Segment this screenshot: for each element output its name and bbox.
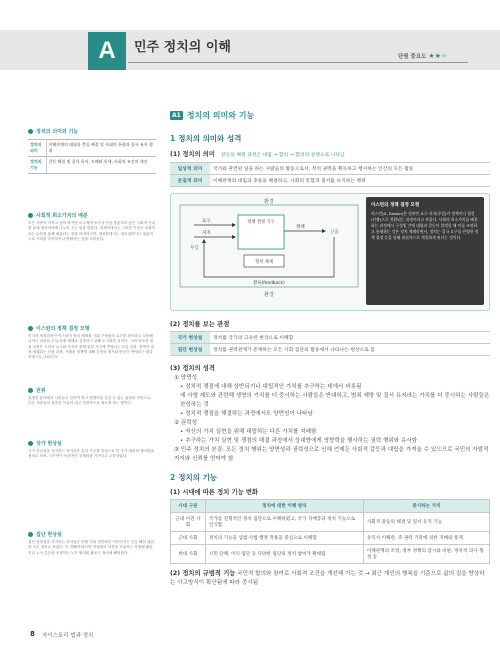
page-number: 8 [30, 630, 35, 638]
sidebar-head: 정치의 의미와 기능 [36, 129, 79, 135]
table-cell: 국가와 관련된 일을 하는 사람들의 활동으로서, 정치 권력을 획득하고 행사하는 인간의 모든 활동 [213, 167, 414, 172]
table-cell: 유익서 이해관, 즉 권력 기관에 의한 지배와 통제 [363, 532, 489, 545]
sidebar-block-scarcity [28, 212, 156, 242]
traits-list [170, 374, 490, 464]
sidebar-block-group [28, 531, 156, 556]
section-title: 정치의 의미와 기능 [186, 111, 255, 120]
table-row [171, 545, 490, 564]
functions-table [170, 499, 490, 564]
bullet-icon [28, 388, 33, 393]
table-cell: 정치를 권력관계가 존재하는 모든 사회 집단의 활동에서 나타나는 현상으로 봄 [213, 348, 376, 353]
table-key: 국가 현상설 [170, 332, 210, 344]
output-label: 산출 [330, 230, 339, 235]
arrow-head-icon [202, 239, 206, 243]
table-cell: 갈등 해결 및 질서 유지, 지배와 통제, 사회적 조건의 개선 [46, 157, 156, 174]
heading-number: 2 [170, 473, 176, 482]
support-label: 지지 [202, 231, 211, 236]
sidebar-text: 집단 현상설을 지지하는 학자들은 어떤 사회 집단에서 이루어지는 갈등 해결 행위를 모두 정치로 보았다. 이 견해에 따르면 학생회의 의견을 조율하는 학생회 활동이나 노사 갈등을 조정하는 노사 협의회 활동도 정치에 해당한다. [28, 540, 154, 555]
diagram-svg [174, 197, 364, 307]
list-item: • 자신의 가치 실현을 위해 대립하는 다른 가치를 지배함 [180, 429, 317, 435]
arrow-head-icon [322, 229, 326, 233]
sidebar-head: 집단 현상설 [36, 532, 62, 538]
heading-2 [170, 472, 490, 483]
header-band [0, 30, 500, 70]
table-cell: 정치를 국가의 고유한 현상으로 이해함 [213, 336, 294, 341]
star-empty-icon: ★ [440, 52, 448, 60]
star-icon: ★ [434, 52, 441, 60]
input-label: 투입 [190, 246, 199, 251]
note-title: 이스턴의 정책 결정 모형 [371, 203, 420, 208]
easton-diagram [170, 193, 490, 311]
table-key: 일상적 의미 [170, 163, 210, 175]
feedback-label: 환류(feedback) [253, 281, 285, 286]
subheading-traits: (3) 정치의 성격 [170, 365, 215, 372]
sidebar-head: 이스턴의 정책 결정 모형 [36, 326, 90, 332]
table-row [170, 332, 490, 344]
table-cell: 시민 단체, 이익 집단 등 다양한 집단의 정치 참여가 확대됨 [205, 545, 363, 564]
sidebar-head: 사회적 희소가치의 배분 [36, 213, 88, 219]
bullet-icon [28, 532, 33, 537]
demand-label: 요구 [202, 219, 211, 224]
list-item: • 추구하는 가치 실현 및 쟁점의 해결 과정에서 상대방에게 영향력을 행사하는 권력 행위와 유사함 [180, 438, 418, 444]
table-row [170, 175, 490, 187]
sidebar-block-easton [28, 325, 156, 360]
table-cell: 현대 사회 [171, 545, 206, 564]
table-header-row [171, 500, 490, 513]
table-cell: 국가를 전형적인 정치 집단으로 이해하였고, 국가 지배층과 정치 기능으로 인식함 [205, 513, 363, 532]
normative-function [170, 569, 490, 588]
arrow-head-icon [232, 223, 236, 227]
table-key: 정치의 의미 [28, 140, 46, 157]
table-key: 정치의 기능 [28, 157, 46, 174]
subheading-label: (2) 정치의 규범적 기능 [170, 570, 236, 577]
bullet-icon [28, 129, 33, 134]
column-header: 정치에 대한 이해 방식 [205, 500, 363, 513]
sidebar-block-meaning [28, 128, 156, 174]
sidebar-head: 권위 [36, 388, 46, 394]
table-key: 집단 현상설 [170, 344, 210, 356]
arrow-head-icon [232, 235, 236, 239]
sidebar-table [28, 139, 156, 174]
meaning-table [170, 162, 490, 187]
heading-text: 정치의 의미와 성격 [178, 134, 242, 143]
table-cell: 근대 이전 사회 [171, 513, 206, 532]
table-cell: 사회적 갈등의 해결 및 질서 유지 기능 [363, 513, 489, 532]
table-row [170, 344, 490, 356]
list-item: ③ 민주 정치의 본질: 모든 정치 행위는 양면성과 권력성으로 인해 언제든 사회적 갈등과 대립을 가져올 수 있으므로 국민의 자발적 지지와 신뢰를 얻어야 함 [174, 447, 489, 462]
list-item: • 정치적 쟁점을 해결하는 과정에서도 양면성이 나타남 [180, 411, 313, 417]
section-badge: A1 [172, 112, 181, 119]
subheading-text: 갈등의 해결 과정은 대립 → 합의 → 합의의 실행으로 나타남 [220, 153, 345, 158]
table-cell: 이해관계의 대립과 충돌을 해결하고, 사회의 통합과 질서를 유지하는 행위 [213, 179, 366, 184]
book-title: 자이스토리 법과 정치 [42, 633, 94, 639]
subheading-text: 국민적 합의와 참여로 사회적 조건을 개선해 가는 것 → 최근 개인의 행복을 기준으로 삶의 질을 향상하는 사고방식이 확산됨에 따라 중시됨 [170, 571, 485, 586]
chapter-title: 민주 정치의 이해 [134, 40, 231, 55]
diagram-note [366, 197, 484, 305]
table-row [28, 157, 156, 174]
list-item: • 정치적 쟁점에 대해 상반되거나 대립적인 가치를 추구하는 데에서 비롯됨 [180, 384, 362, 390]
table-cell: 정치의 기능을 입법·사법·행정 작용을 중심으로 이해함 [205, 532, 363, 545]
table-cell: 근대 사회 [171, 532, 206, 545]
bullet-icon [28, 213, 33, 218]
table-cell: 이해관계의 조정, 정부 정책의 감시와 비판, 정치적 의사 형성 등 [363, 545, 489, 564]
section-header [170, 110, 490, 121]
table-key: 본질적 의미 [170, 175, 210, 187]
table-row [171, 532, 490, 545]
env-label-bottom: 환경 [264, 292, 274, 298]
sidebar-block-state [28, 440, 156, 460]
sidebar-head: 국가 현상설 [36, 441, 62, 447]
list-item: ② 권력성 [174, 420, 198, 426]
note-body: 이스턴(D. Easton)은 정치란 요구·지지(투입)가 정책이나 결정(산출)으로 전환되는 과정이라고 보았다. 사회의 희소가치를 배분하는 과정에서 구성원 간에 대립과 갈등이 발생할 때 이를 조정하고 통제하는 것은 정치 체계라면서, 정치는 결국 요구를 반영한 정책 결정 등을 통해 권위적으로 개입하게 된다는 것이다. [371, 211, 479, 240]
list-item: ① 양면성 [174, 375, 198, 381]
views-table [170, 331, 490, 356]
difficulty [398, 52, 447, 60]
header-rule [128, 62, 468, 63]
subheading-meaning [170, 149, 490, 158]
column-header: 시대 구분 [171, 500, 206, 513]
table-row [170, 163, 490, 175]
list-item: 예 사형 제도와 관련해 생명의 가치를 더 중시하는 사람들은 반대하고, 범죄 예방 및 질서 유지라는 가치를 더 중시하는 사람들은 찬성하는 것 [180, 393, 490, 408]
star-icon: ★ [428, 52, 435, 60]
difficulty-label: 단원 중요도 [398, 54, 427, 60]
column-header: 중시하는 가치 [363, 500, 489, 513]
chapter-badge: A [88, 32, 126, 70]
policy-label: 정책 [296, 225, 305, 230]
system-label: 정치 체계 [255, 260, 273, 265]
env-label-top: 환경 [264, 199, 274, 205]
heading-1 [170, 133, 490, 144]
sidebar-block-authority [28, 387, 156, 407]
policy-org-label: 정책 결정 기구 [247, 220, 275, 225]
subheading-views: (2) 정치를 보는 관점 [170, 321, 230, 328]
table-cell: 이해관계의 대립과 충돌 해결 및 사회의 통합과 질서 유지 행위 [46, 140, 156, 157]
main-content [170, 100, 490, 588]
sidebar-text: 모든 사람이 가지고 싶어 하지만 모두에게 돌아갈 만큼 충분하지 않은 사회적 가치를 분배 대상자에게 나누어 주는 일을 말한다. 경제학에서는 그러한 가치가 교환이라는 수단을 통해 배분되는 것을 의미하지만, 정치학에서는 정치권력이나 권위적으로 가치를 부여하거나 박탈하는 것을 의미한다. [28, 221, 156, 241]
sidebar-text: 미국의 정치학자인 이스턴이 정치 체계를 사회 구성원의 요구를 파악하고 실현해 나가는 일련의 투입-산출 체계로 설명하기 위해 도식화한 것이다. 그에 따르면 정치 과정은 국민의 요구와 지지가 정책 결정 기구에 반영되는 투입 과정, 정책이 결정·집행되는 산출 과정, 시행된 정책에 대해 국민의 평가와 반응이 반영되는 환류 과정으로 나타난다. [28, 334, 154, 360]
bullet-icon [28, 441, 33, 446]
table-row [28, 140, 156, 157]
heading-text: 정치의 기능 [178, 473, 218, 482]
subheading-label: (1) 정치의 의미 [170, 151, 215, 158]
subheading-functions: (1) 시대에 따른 정치 기능 변화 [170, 489, 259, 496]
sidebar-text: 국가 현상설을 지지하는 학자들은 통치 기구를 중심으로 한 국가 권력의 행사만을 정치로 보며, 국가만이 독점적인 강제력을 가진다고 주장하였다. [28, 449, 154, 459]
table-row [171, 513, 490, 532]
sidebar [28, 120, 156, 600]
heading-number: 1 [170, 134, 176, 143]
sidebar-text: 일정한 분야에서 사람들로 인하여 받고 영향력을 가질 수 있는 위엄과 신망으로, 다른 사람들의 복종을 이끌어 내고 자발적으로 따르게 하는 힘이다. [28, 396, 152, 406]
bullet-icon [28, 326, 33, 331]
